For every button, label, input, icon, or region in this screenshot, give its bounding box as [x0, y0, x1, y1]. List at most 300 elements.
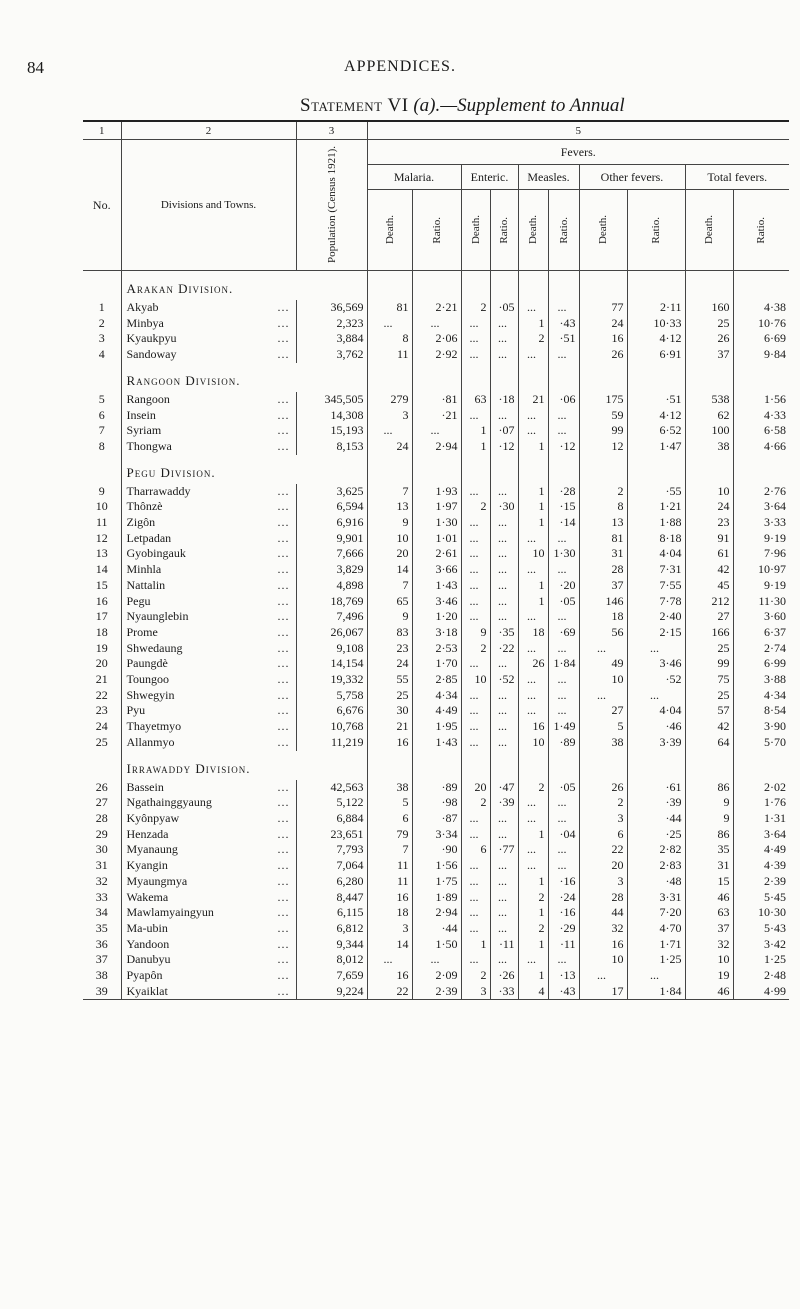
enteric-ratio-cell: ...	[490, 609, 518, 625]
enteric-ratio-cell: ·35	[490, 625, 518, 641]
malaria-death-cell: 5	[367, 795, 412, 811]
measles-death-cell: ...	[518, 347, 548, 363]
malaria-death-cell: 7	[367, 484, 412, 500]
total-ratio-cell: 3·60	[733, 609, 789, 625]
enteric-ratio-cell: ...	[490, 408, 518, 424]
total-death-cell: 9	[685, 795, 733, 811]
town-name: Pyapôn	[126, 968, 163, 983]
leader-dots: ...	[277, 656, 290, 671]
malaria-ratio-cell: ·89	[412, 780, 461, 796]
leader-dots: ...	[277, 577, 290, 592]
enteric-ratio-cell: ...	[490, 827, 518, 843]
town-name: Bassein	[126, 779, 164, 794]
other-death-cell: 175	[579, 392, 627, 408]
total-ratio-cell: 11·30	[733, 594, 789, 610]
other-ratio-cell: 4·04	[627, 703, 685, 719]
row-number: 17	[95, 609, 108, 624]
malaria-death-cell: 81	[367, 300, 412, 316]
enteric-death-cell: ...	[461, 347, 490, 363]
population-cell: 7,793	[296, 842, 367, 858]
measles-death-cell: 4	[518, 984, 548, 1000]
enteric-ratio-cell: ·77	[490, 842, 518, 858]
total-death-cell: 86	[685, 827, 733, 843]
town-name: Kyangin	[126, 858, 168, 873]
malaria-ratio-cell: 1·93	[412, 484, 461, 500]
row-number: 25	[95, 734, 108, 749]
other-ratio-cell: 1·71	[627, 937, 685, 953]
population-cell: 15,193	[296, 423, 367, 439]
row-number: 27	[95, 795, 108, 810]
total-death-cell: 62	[685, 408, 733, 424]
malaria-ratio-cell: 2·21	[412, 300, 461, 316]
table-row	[83, 719, 789, 735]
enteric-death-cell: 20	[461, 780, 490, 796]
malaria-ratio-cell: 3·34	[412, 827, 461, 843]
other-ratio-cell: 2·82	[627, 842, 685, 858]
malaria-ratio-cell: 4·49	[412, 703, 461, 719]
other-death-cell: 27	[579, 703, 627, 719]
other-death-cell: 28	[579, 890, 627, 906]
total-death-cell: 57	[685, 703, 733, 719]
measles-ratio-cell: ...	[548, 641, 579, 657]
measles-death-cell: 2	[518, 780, 548, 796]
other-ratio-cell: 4·12	[627, 331, 685, 347]
malaria-ratio-cell: 3·18	[412, 625, 461, 641]
malaria-ratio-cell: 2·09	[412, 968, 461, 984]
town-name: Thongwa	[126, 438, 172, 453]
total-ratio-cell: 4·66	[733, 439, 789, 455]
other-death-cell: 81	[579, 531, 627, 547]
enteric-death-cell: ...	[461, 905, 490, 921]
measles-death-cell: 10	[518, 735, 548, 751]
population-cell: 9,344	[296, 937, 367, 953]
header-malaria: Malaria.	[367, 165, 461, 190]
table-row	[83, 921, 789, 937]
row-number: 10	[95, 499, 108, 514]
enteric-ratio-cell: ...	[490, 921, 518, 937]
table-row	[83, 811, 789, 827]
enteric-death-cell: ...	[461, 531, 490, 547]
malaria-ratio-cell: ·90	[412, 842, 461, 858]
population-cell: 8,153	[296, 439, 367, 455]
total-ratio-cell: 10·97	[733, 562, 789, 578]
row-number: 24	[95, 719, 108, 734]
enteric-death-cell: ...	[461, 331, 490, 347]
total-ratio-cell: 4·49	[733, 842, 789, 858]
total-death-cell: 35	[685, 842, 733, 858]
other-death-cell: 10	[579, 672, 627, 688]
town-name: Zigôn	[126, 515, 156, 530]
town-name: Kyônpyaw	[126, 810, 180, 825]
leader-dots: ...	[277, 499, 290, 514]
town-name: Myaungmya	[126, 873, 188, 888]
enteric-ratio-cell: ...	[490, 578, 518, 594]
malaria-death-cell: 30	[367, 703, 412, 719]
measles-death-cell: ...	[518, 952, 548, 968]
total-death-cell: 86	[685, 780, 733, 796]
measles-death-cell: ...	[518, 858, 548, 874]
measles-ratio-cell: ...	[548, 423, 579, 439]
population-cell: 36,569	[296, 300, 367, 316]
town-name: Shwedaung	[126, 640, 183, 655]
population-cell: 7,666	[296, 546, 367, 562]
town-name: Kyaukpyu	[126, 331, 177, 346]
total-death-cell: 75	[685, 672, 733, 688]
leader-dots: ...	[277, 703, 290, 718]
other-death-cell: 99	[579, 423, 627, 439]
measles-death-cell: 1	[518, 316, 548, 332]
row-number: 23	[95, 703, 108, 718]
enteric-ratio-cell: ·22	[490, 641, 518, 657]
measles-ratio-cell: ·20	[548, 578, 579, 594]
row-number: 31	[95, 858, 108, 873]
running-head: APPENDICES.	[344, 58, 456, 75]
row-number: 32	[95, 873, 108, 888]
enteric-ratio-cell: ...	[490, 347, 518, 363]
town-name: Kyaiklat	[126, 983, 168, 998]
other-death-cell: 3	[579, 874, 627, 890]
total-death-cell: 166	[685, 625, 733, 641]
measles-death-cell: ...	[518, 609, 548, 625]
malaria-ratio-cell: ...	[412, 952, 461, 968]
malaria-ratio-cell: 4·34	[412, 688, 461, 704]
measles-ratio-cell: ...	[548, 672, 579, 688]
malaria-ratio-cell: 2·85	[412, 672, 461, 688]
other-ratio-cell: ·55	[627, 484, 685, 500]
measles-ratio-cell: ·15	[548, 499, 579, 515]
header-other-fevers: Other fevers.	[579, 165, 685, 190]
enteric-death-cell: 9	[461, 625, 490, 641]
malaria-ratio-cell: ·98	[412, 795, 461, 811]
malaria-death-cell: 13	[367, 499, 412, 515]
row-number: 39	[83, 984, 121, 1000]
total-ratio-cell: 5·45	[733, 890, 789, 906]
other-ratio-cell: 4·70	[627, 921, 685, 937]
row-number: 11	[95, 515, 108, 530]
malaria-death-cell: 6	[367, 811, 412, 827]
other-ratio-cell: 3·46	[627, 656, 685, 672]
enteric-death-cell: ...	[461, 703, 490, 719]
other-ratio-cell: ·61	[627, 780, 685, 796]
total-ratio-cell: 9·84	[733, 347, 789, 363]
table-row	[83, 641, 789, 657]
measles-death-cell: 2	[518, 331, 548, 347]
total-ratio-cell: 7·96	[733, 546, 789, 562]
town-name: Allanmyo	[126, 734, 175, 749]
total-death-cell: 25	[685, 316, 733, 332]
table-row	[83, 890, 789, 906]
total-death-cell: 63	[685, 905, 733, 921]
header-measles: Measles.	[518, 165, 579, 190]
table-row	[83, 423, 789, 439]
division-row	[83, 455, 789, 484]
leader-dots: ...	[277, 968, 290, 983]
enteric-death-cell: 2	[461, 641, 490, 657]
measles-death-cell: 26	[518, 656, 548, 672]
enteric-death-cell: ...	[461, 609, 490, 625]
malaria-death-cell: 65	[367, 594, 412, 610]
total-ratio-cell: 6·99	[733, 656, 789, 672]
measles-ratio-cell: ...	[548, 609, 579, 625]
measles-ratio-cell: ·89	[548, 735, 579, 751]
town-name: Sandoway	[126, 347, 177, 362]
leader-dots: ...	[277, 842, 290, 857]
malaria-ratio-cell: 1·75	[412, 874, 461, 890]
other-death-cell: 28	[579, 562, 627, 578]
total-ratio-cell: 6·37	[733, 625, 789, 641]
total-ratio-label: Ratio.	[755, 216, 768, 244]
malaria-death-cell: 7	[367, 578, 412, 594]
malaria-ratio-cell: 2·39	[412, 984, 461, 1000]
town-name: Pyu	[126, 703, 146, 718]
measles-ratio-cell: ...	[548, 562, 579, 578]
total-ratio-cell: 4·34	[733, 688, 789, 704]
other-ratio-cell: 7·55	[627, 578, 685, 594]
leader-dots: ...	[277, 347, 290, 362]
measles-ratio-cell: ·16	[548, 874, 579, 890]
table-row	[83, 609, 789, 625]
table-row	[83, 625, 789, 641]
total-ratio-cell: 5·43	[733, 921, 789, 937]
malaria-death-cell: 16	[367, 890, 412, 906]
enteric-ratio-cell: ...	[490, 546, 518, 562]
row-number: 29	[95, 826, 108, 841]
enteric-ratio-cell: ·12	[490, 439, 518, 455]
measles-ratio-label: Ratio.	[557, 216, 570, 244]
malaria-ratio-cell: 1·20	[412, 609, 461, 625]
other-ratio-cell: 7·20	[627, 905, 685, 921]
other-ratio-cell: 8·18	[627, 531, 685, 547]
leader-dots: ...	[277, 391, 290, 406]
malaria-ratio-cell: 1·95	[412, 719, 461, 735]
row-number: 5	[98, 391, 105, 406]
row-number: 9	[98, 483, 105, 498]
other-death-label: Death.	[597, 215, 609, 245]
total-death-cell: 19	[685, 968, 733, 984]
malaria-death-cell: 14	[367, 562, 412, 578]
other-death-cell: 37	[579, 578, 627, 594]
town-name: Shwegyin	[126, 687, 175, 702]
enteric-ratio-cell: ·47	[490, 780, 518, 796]
table-row	[83, 984, 789, 1000]
malaria-ratio-cell: ·44	[412, 921, 461, 937]
malaria-death-cell: 24	[367, 656, 412, 672]
enteric-ratio-cell: ·33	[490, 984, 518, 1000]
other-ratio-cell: 3·31	[627, 890, 685, 906]
table-row	[83, 795, 789, 811]
other-ratio-cell: 2·11	[627, 300, 685, 316]
population-cell: 3,625	[296, 484, 367, 500]
total-ratio-cell: 3·42	[733, 937, 789, 953]
enteric-death-cell: ...	[461, 827, 490, 843]
leader-dots: ...	[277, 438, 290, 453]
measles-ratio-cell: 1·84	[548, 656, 579, 672]
enteric-ratio-cell: ·11	[490, 937, 518, 953]
fevers-table	[83, 120, 789, 1000]
enteric-death-cell: ...	[461, 688, 490, 704]
enteric-death-cell: ...	[461, 735, 490, 751]
town-name: Minbya	[126, 315, 164, 330]
measles-ratio-cell: ·06	[548, 392, 579, 408]
total-ratio-cell: 10·76	[733, 316, 789, 332]
leader-dots: ...	[277, 624, 290, 639]
enteric-ratio-cell: ...	[490, 874, 518, 890]
enteric-death-cell: 63	[461, 392, 490, 408]
other-death-cell: 77	[579, 300, 627, 316]
total-ratio-cell: 9·19	[733, 578, 789, 594]
total-ratio-cell: 9·19	[733, 531, 789, 547]
leader-dots: ...	[277, 858, 290, 873]
population-cell: 8,447	[296, 890, 367, 906]
town-name: Pegu	[126, 593, 151, 608]
statement-prefix: Statement VI	[300, 95, 409, 116]
malaria-ratio-cell: 1·50	[412, 937, 461, 953]
enteric-death-cell: ...	[461, 921, 490, 937]
table-row	[83, 515, 789, 531]
enteric-death-cell: ...	[461, 515, 490, 531]
enteric-death-cell: 2	[461, 300, 490, 316]
other-death-cell: 146	[579, 594, 627, 610]
leader-dots: ...	[277, 515, 290, 530]
row-number: 16	[95, 593, 108, 608]
total-ratio-cell: 1·56	[733, 392, 789, 408]
header-population	[296, 140, 367, 271]
enteric-death-cell: ...	[461, 578, 490, 594]
total-death-cell: 42	[685, 562, 733, 578]
population-cell: 19,332	[296, 672, 367, 688]
measles-death-cell: 1	[518, 499, 548, 515]
malaria-ratio-cell: 1·97	[412, 499, 461, 515]
measles-ratio-cell: ...	[548, 347, 579, 363]
other-death-cell: 56	[579, 625, 627, 641]
enteric-ratio-cell: ·05	[490, 300, 518, 316]
measles-ratio-cell: ·05	[548, 780, 579, 796]
other-death-cell: 13	[579, 515, 627, 531]
row-number: 21	[95, 672, 108, 687]
enteric-death-cell: ...	[461, 858, 490, 874]
total-ratio-cell: 1·25	[733, 952, 789, 968]
total-ratio-cell: 4·38	[733, 300, 789, 316]
population-cell: 26,067	[296, 625, 367, 641]
enteric-death-cell: ...	[461, 316, 490, 332]
total-ratio-cell: 2·76	[733, 484, 789, 500]
measles-ratio-cell: ·04	[548, 827, 579, 843]
enteric-ratio-cell: ...	[490, 316, 518, 332]
enteric-death-cell: ...	[461, 408, 490, 424]
other-death-cell: 2	[579, 484, 627, 500]
other-death-cell: ...	[579, 641, 627, 657]
enteric-ratio-cell: ·30	[490, 499, 518, 515]
row-number: 20	[95, 656, 108, 671]
population-cell: 6,115	[296, 905, 367, 921]
total-death-cell: 42	[685, 719, 733, 735]
measles-death-cell: 1	[518, 827, 548, 843]
table-row	[83, 952, 789, 968]
leader-dots: ...	[277, 810, 290, 825]
measles-death-cell: 2	[518, 890, 548, 906]
leader-dots: ...	[277, 889, 290, 904]
enteric-ratio-cell: ·39	[490, 795, 518, 811]
malaria-death-cell: 10	[367, 531, 412, 547]
total-ratio-cell: 3·64	[733, 499, 789, 515]
population-cell: 345,505	[296, 392, 367, 408]
division-heading: Pegu Division.	[121, 455, 367, 484]
leader-dots: ...	[277, 300, 290, 314]
row-number: 36	[95, 936, 108, 951]
measles-death-cell: ...	[518, 842, 548, 858]
enteric-death-cell: 2	[461, 499, 490, 515]
statement-title: —Supplement to Annual	[440, 95, 625, 116]
measles-ratio-cell: ·24	[548, 890, 579, 906]
population-cell: 5,122	[296, 795, 367, 811]
malaria-death-cell: 16	[367, 968, 412, 984]
division-row	[83, 363, 789, 392]
other-death-cell: 10	[579, 952, 627, 968]
table-row	[83, 703, 789, 719]
total-death-cell: 26	[685, 331, 733, 347]
row-number: 19	[95, 640, 108, 655]
malaria-death-cell: 9	[367, 609, 412, 625]
leader-dots: ...	[277, 826, 290, 841]
town-name: Thayetmyo	[126, 719, 182, 734]
town-name: Paungdè	[126, 656, 168, 671]
leader-dots: ...	[277, 640, 290, 655]
measles-death-cell: ...	[518, 300, 548, 316]
enteric-death-cell: 10	[461, 672, 490, 688]
other-death-cell: 16	[579, 331, 627, 347]
other-death-cell: 38	[579, 735, 627, 751]
measles-ratio-cell: ...	[548, 688, 579, 704]
table-row	[83, 656, 789, 672]
town-name: Syriam	[126, 423, 162, 438]
enteric-death-cell: 1	[461, 937, 490, 953]
enteric-ratio-cell: ...	[490, 952, 518, 968]
enteric-ratio-cell: ...	[490, 811, 518, 827]
population-cell: 6,884	[296, 811, 367, 827]
population-cell: 23,651	[296, 827, 367, 843]
row-number: 14	[95, 562, 108, 577]
row-number: 6	[98, 407, 105, 422]
enteric-ratio-cell: ...	[490, 735, 518, 751]
total-death-cell: 37	[685, 347, 733, 363]
total-death-cell: 27	[685, 609, 733, 625]
measles-death-cell: 1	[518, 905, 548, 921]
other-ratio-label: Ratio.	[650, 216, 662, 244]
enteric-death-cell: 6	[461, 842, 490, 858]
total-ratio-cell: 4·33	[733, 408, 789, 424]
leader-dots: ...	[277, 530, 290, 545]
population-cell: 14,308	[296, 408, 367, 424]
total-death-cell: 45	[685, 578, 733, 594]
leader-dots: ...	[277, 331, 290, 346]
measles-ratio-cell: ·28	[548, 484, 579, 500]
measles-death-cell: 21	[518, 392, 548, 408]
other-death-cell: 5	[579, 719, 627, 735]
table-row	[83, 439, 789, 455]
other-death-cell: 22	[579, 842, 627, 858]
measles-ratio-cell: ·11	[548, 937, 579, 953]
measles-ratio-cell: ·43	[548, 984, 579, 1000]
measles-death-cell: 18	[518, 625, 548, 641]
row-number: 12	[95, 530, 108, 545]
col-num-2: 2	[121, 121, 296, 140]
population-cell: 9,108	[296, 641, 367, 657]
measles-death-cell: 1	[518, 937, 548, 953]
measles-death-cell: 1	[518, 968, 548, 984]
col-num-5: 5	[367, 121, 789, 140]
other-ratio-cell: ...	[627, 688, 685, 704]
division-heading: Arakan Division.	[121, 271, 367, 301]
